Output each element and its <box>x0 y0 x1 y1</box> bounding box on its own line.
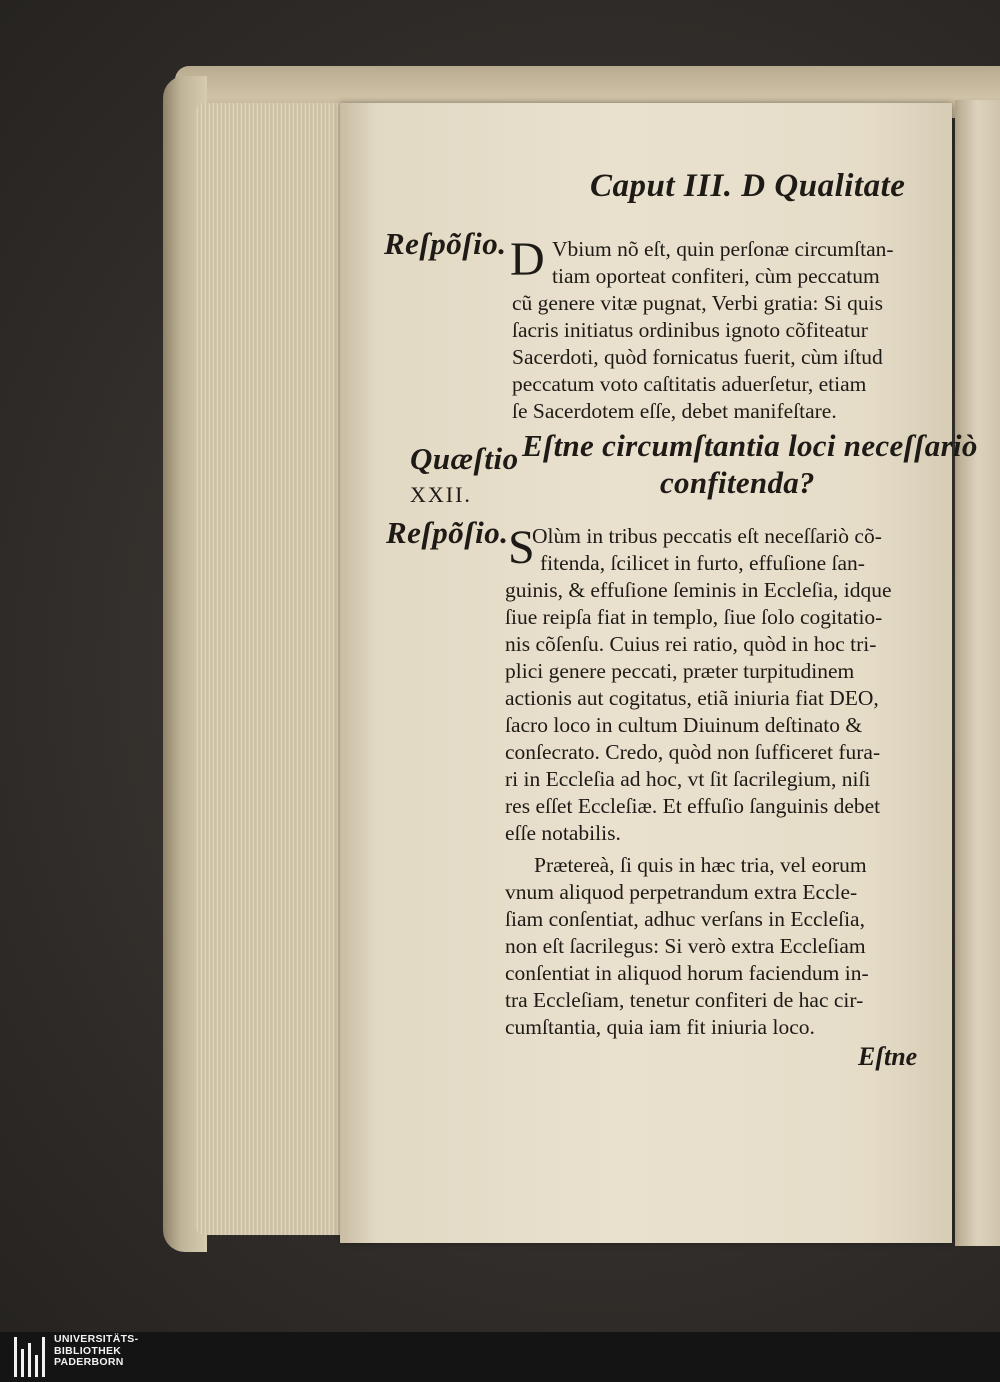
text-line: conſentiat in aliquod horum faciendum in- <box>505 961 869 985</box>
dropcap-s: S <box>508 521 535 574</box>
catchword: Eſtne <box>858 1042 918 1071</box>
logo-text-line: UNIVERSITÄTS- <box>54 1333 139 1345</box>
question-heading-line: confitenda? <box>660 465 815 500</box>
text-line: actionis aut cogitatus, etiã iniuria fiat DEO, <box>505 686 879 710</box>
text-line: vnum aliquod perpetrandum extra Eccle- <box>505 880 858 904</box>
running-title: Caput III. D Qualitate <box>590 168 906 204</box>
text-line: res eſſet Eccleſiæ. Et effuſio ſanguinis debet <box>505 794 881 818</box>
question-heading-line: Eſtne circumſtantia loci neceſſariò <box>522 428 978 463</box>
logo-text-line: BIBLIOTHEK <box>54 1344 122 1357</box>
footer-bar <box>0 1332 1000 1382</box>
text-line: guinis, & effuſione ſeminis in Eccleſia, idque <box>505 578 892 602</box>
logo-text-line: PADERBORN <box>54 1356 124 1368</box>
text-line: Vbium nõ eſt, quin perſonæ circumſtan- <box>552 237 894 261</box>
text-line: fitenda, ſcilicet in furto, effuſione ſan- <box>540 551 865 575</box>
facing-page-strip <box>955 100 1000 1246</box>
library-logo-icon <box>14 1337 50 1377</box>
text-line: ſacris initiatus ordinibus ignoto cõfiteatur <box>512 318 868 342</box>
margin-label-quaestio: Quæſtio <box>410 441 519 476</box>
text-line: peccatum voto caſtitatis aduerſetur, etiam <box>512 372 867 396</box>
text-line: ſe Sacerdotem eſſe, debet manifeſtare. <box>512 399 837 423</box>
text-line: non eſt ſacrilegus: Si verò extra Eccleſiam <box>505 934 866 958</box>
text-line: tiam oporteat confiteri, cùm peccatum <box>552 264 880 288</box>
text-line: plici genere peccati, præter turpitudinem <box>505 659 855 683</box>
question-number: XXII. <box>410 482 472 507</box>
dropcap-d: D <box>510 233 545 286</box>
text-line: ri in Eccleſia ad hoc, vt ſit ſacrilegium, niſi <box>505 767 871 791</box>
text-line: ſiam conſentiat, adhuc verſans in Eccleſia, <box>505 907 865 931</box>
text-line: eſſe notabilis. <box>505 821 621 845</box>
text-line: cũ genere vitæ pugnat, Verbi gratia: Si quis <box>512 291 884 315</box>
text-line: conſecrato. Credo, quòd non ſufficeret fura- <box>505 740 881 764</box>
margin-label-responsio-1: Reſpõſio. <box>384 226 507 261</box>
text-line: cumſtantia, quia iam fit iniuria loco. <box>505 1015 815 1039</box>
text-line: Olùm in tribus peccatis eſt neceſſariò cõ- <box>532 524 882 548</box>
library-logo-text <box>54 1334 138 1369</box>
text-line: nis cõſenſu. Cuius rei ratio, quòd in hoc tri- <box>505 632 877 656</box>
text-line: tra Eccleſiam, tenetur confiteri de hac cir- <box>505 988 864 1012</box>
text-line: Prætereà, ſi quis in hæc tria, vel eorum <box>534 853 867 877</box>
text-line: ſacro loco in cultum Diuinum deſtinato & <box>505 713 863 737</box>
text-line: ſiue reipſa fiat in templo, ſiue ſolo cogitatio- <box>505 605 883 629</box>
page-block-edges <box>196 103 346 1235</box>
text-line: Sacerdoti, quòd fornicatus fuerit, cùm iſtud <box>512 345 883 369</box>
margin-label-responsio-2: Reſpõſio. <box>386 515 509 550</box>
